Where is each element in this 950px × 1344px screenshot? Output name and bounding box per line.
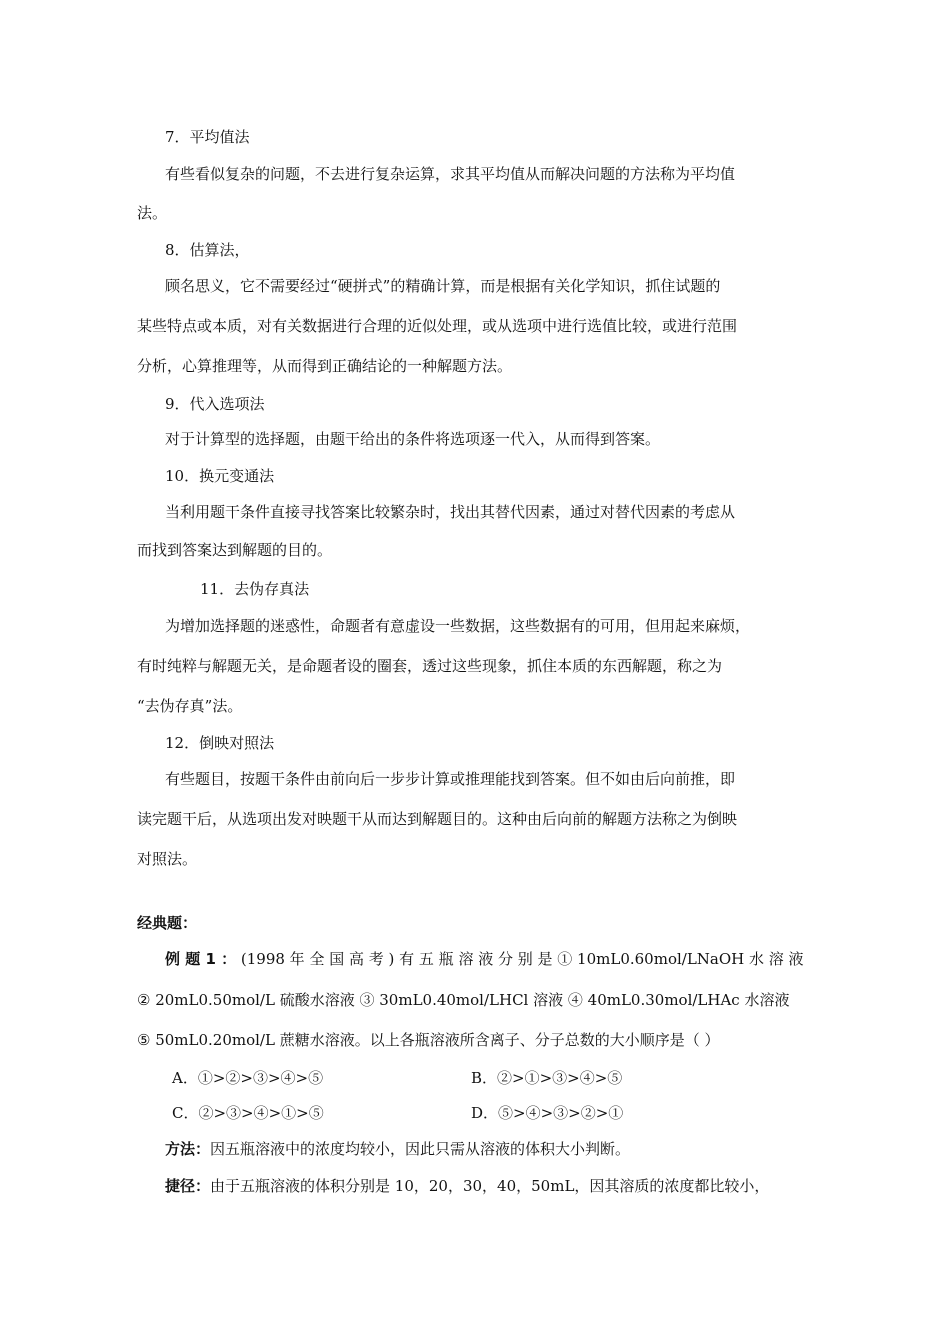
section-10-title: 10．换元变通法 — [165, 467, 275, 485]
section-10-paragraph-line: 当利用题干条件直接寻找答案比较繁杂时，找出其替代因素，通过对替代因素的考虑从 — [165, 503, 736, 521]
section-8-paragraph-line: 某些特点或本质，对有关数据进行合理的近似处理，或从选项中进行选值比较，或进行范围 — [137, 317, 738, 335]
section-11-paragraph-line: 有时纯粹与解题无关，是命题者设的圈套，透过这些现象，抓住本质的东西解题，称之为 — [137, 657, 723, 675]
section-10-paragraph-line: 而找到答案达到解题的目的。 — [137, 541, 333, 559]
option-c: C．②>③>④>①>⑤ — [172, 1104, 324, 1122]
example-1-line: ② 20mL0.50mol/L 硫酸水溶液 ③ 30mL0.40mol/LHCl 溶液 ④ 40mL0.30mol/LHAc 水溶液 — [137, 991, 790, 1009]
section-11-paragraph-line: “去伪存真”法。 — [137, 697, 243, 715]
option-b: B．②>①>③>④>⑤ — [471, 1069, 623, 1087]
section-12-paragraph-line: 读完题干后，从选项出发对映题干从而达到解题目的。这种由后向前的解题方法称之为倒映 — [137, 810, 738, 828]
section-12-paragraph-line: 有些题目，按题干条件由前向后一步步计算或推理能找到答案。但不如由后向前推，即 — [165, 770, 736, 788]
method-line — [165, 1139, 630, 1159]
path-line — [165, 1176, 769, 1196]
example-1-line: ⑤ 50mL0.20mol/L 蔗糖水溶液。以上各瓶溶液所含离子、分子总数的大小顺序是（ ） — [137, 1031, 720, 1049]
section-9-paragraph-line: 对于计算型的选择题，由题干给出的条件将选项逐一代入，从而得到答案。 — [165, 430, 661, 448]
section-12-title: 12．倒映对照法 — [165, 734, 275, 752]
section-9-title: 9．代入选项法 — [165, 395, 265, 413]
section-12-paragraph-line: 对照法。 — [137, 850, 198, 868]
section-11-title: 11．去伪存真法 — [200, 580, 310, 598]
section-8-paragraph-line: 分析，心算推理等，从而得到正确结论的一种解题方法。 — [137, 357, 513, 375]
method-text: 因五瓶溶液中的浓度均较小，因此只需从溶液的体积大小判断。 — [210, 1140, 631, 1158]
method-label: 方法： — [165, 1140, 211, 1158]
example-1-line — [165, 949, 804, 969]
path-label: 捷径： — [165, 1177, 211, 1195]
section-8-title: 8．估算法， — [165, 241, 250, 259]
path-text: 由于五瓶溶液的体积分别是 10，20，30，40，50mL，因其溶质的浓度都比较小， — [210, 1177, 770, 1195]
section-8-paragraph-line: 顾名思义，它不需要经过“硬拼式”的精确计算，而是根据有关化学知识，抓住试题的 — [165, 277, 721, 295]
section-7-paragraph-line: 法。 — [137, 204, 168, 222]
classic-heading: 经典题： — [137, 914, 198, 932]
option-d: D．⑤>④>③>②>① — [471, 1104, 624, 1122]
example-text: (1998 年 全 国 高 考 ) 有 五 瓶 溶 液 分 别 是 ① 10mL0.60mol/LNaOH 水 溶 液 — [240, 950, 804, 968]
example-label: 例 题 1 ： — [165, 950, 237, 968]
option-a: A．①>②>③>④>⑤ — [172, 1069, 324, 1087]
section-7-paragraph-line: 有些看似复杂的问题，不去进行复杂运算，求其平均值从而解决问题的方法称为平均值 — [165, 165, 736, 183]
section-7-title: 7．平均值法 — [165, 128, 250, 146]
section-11-paragraph-line: 为增加选择题的迷惑性，命题者有意虚设一些数据，这些数据有的可用，但用起来麻烦， — [165, 617, 751, 635]
